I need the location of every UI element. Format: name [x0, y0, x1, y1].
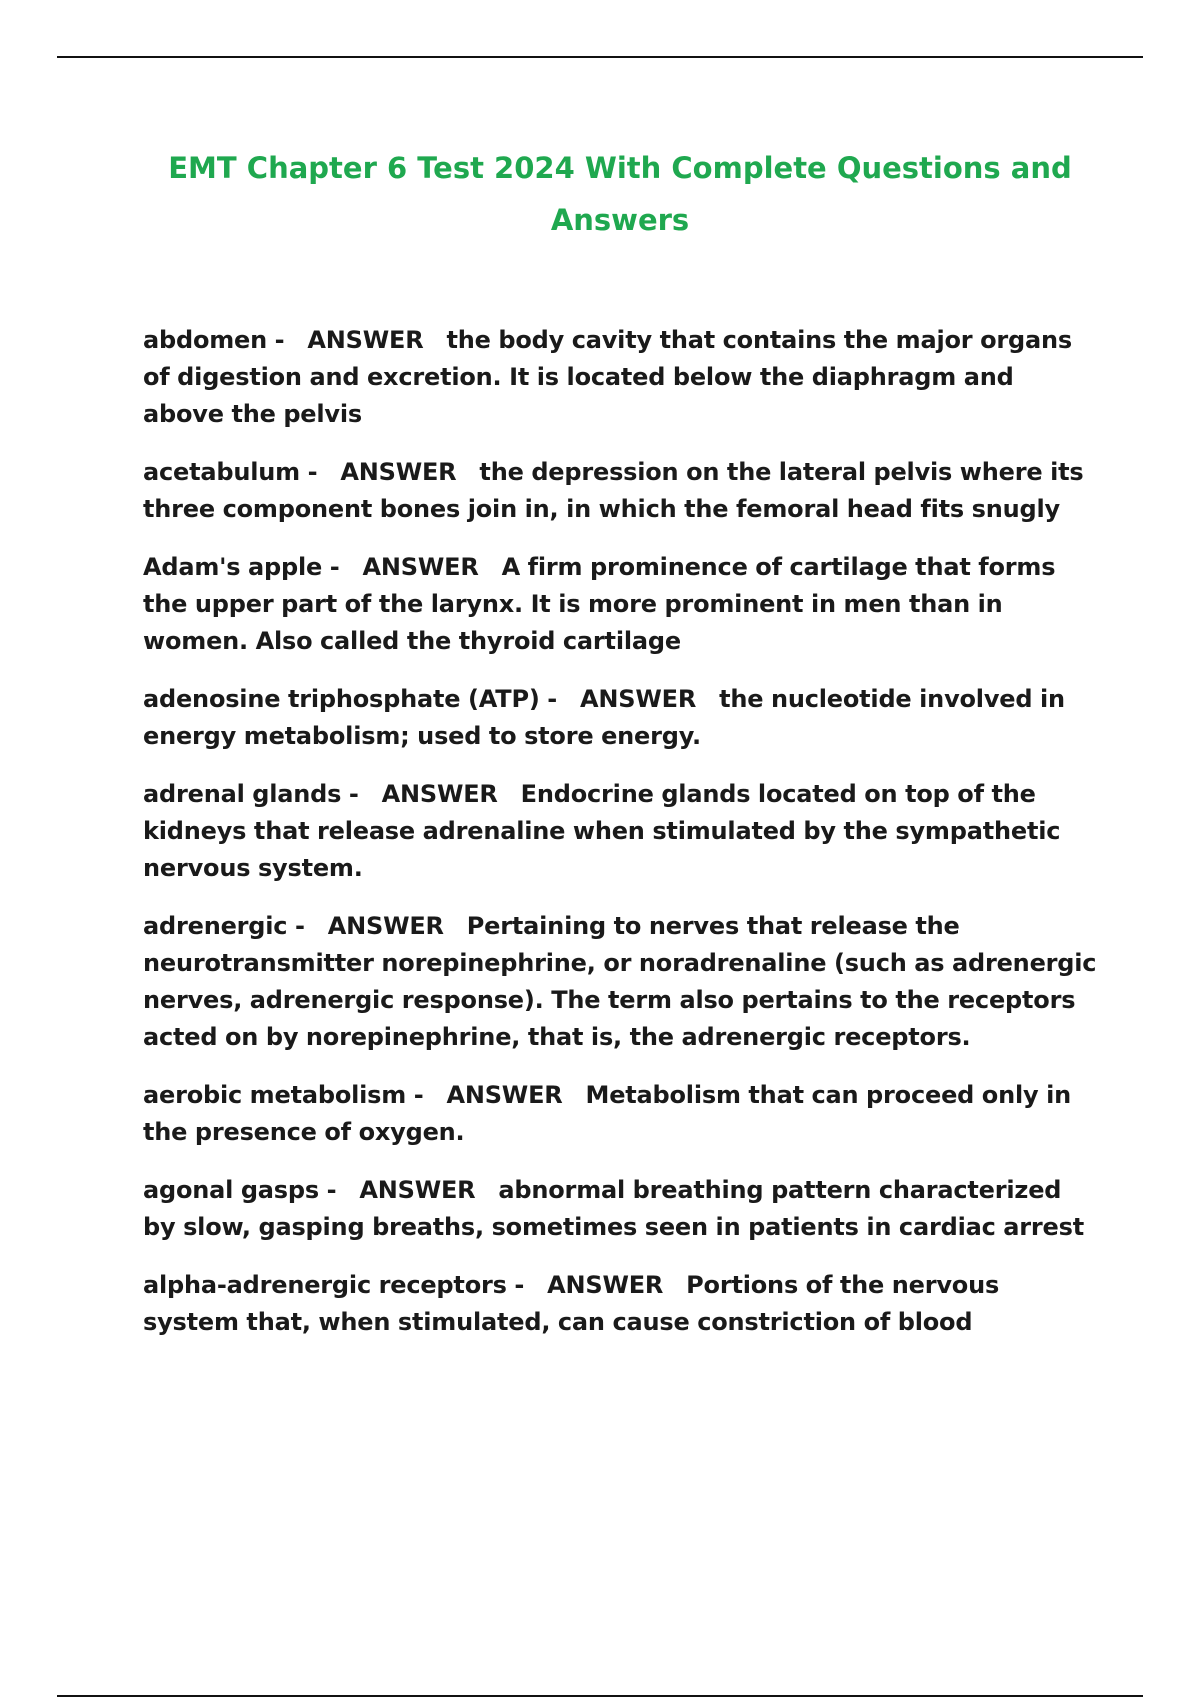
entry-separator: -: [341, 780, 359, 808]
entry-term: adrenergic: [143, 912, 288, 940]
entry-separator: -: [506, 1271, 525, 1299]
entry-term: alpha-adrenergic receptors: [143, 1271, 507, 1299]
entry-definition: Pertaining to nerves that release the neurotransmitter norepinephrine, or noradrenaline (such as adrenergic nerves, adrenergic response). The term also pertains to the receptors acted on by norepinephrine, that is, the adrenergic receptors.: [143, 912, 1097, 1051]
entry-term: agonal gasps: [143, 1176, 319, 1204]
entry-term: acetabulum: [143, 458, 300, 486]
document-title: EMT Chapter 6 Test 2024 With Complete Questions and Answers: [168, 151, 1072, 237]
glossary-entry: [143, 1077, 1098, 1151]
glossary-entry: [143, 776, 1098, 887]
answer-label: ANSWER: [340, 458, 457, 486]
answer-label: ANSWER: [327, 912, 444, 940]
glossary-entry: [143, 681, 1098, 755]
entry-term: adenosine triphosphate (ATP): [143, 685, 540, 713]
entry-definition: Metabolism that can proceed only in the presence of oxygen.: [143, 1081, 1071, 1146]
glossary-entry: [143, 454, 1098, 528]
entry-definition: the body cavity that contains the major organs of digestion and excretion. It is located below the diaphragm and above the pelvis: [143, 326, 1072, 428]
entry-separator: -: [267, 326, 285, 354]
answer-label: ANSWER: [547, 1271, 664, 1299]
glossary-entry: [143, 1267, 1098, 1341]
answer-label: ANSWER: [307, 326, 424, 354]
entry-separator: -: [406, 1081, 424, 1109]
glossary-entry: [143, 322, 1098, 433]
bottom-divider: [57, 1695, 1143, 1697]
glossary-entry: [143, 1172, 1098, 1246]
entry-term: aerobic metabolism: [143, 1081, 407, 1109]
entry-separator: -: [322, 553, 340, 581]
entry-definition: A firm prominence of cartilage that forms the upper part of the larynx. It is more prominent in men than in women. Also called the thyroid cartilage: [143, 553, 1056, 655]
entry-separator: -: [539, 685, 558, 713]
entry-separator: -: [287, 912, 305, 940]
top-divider: [57, 56, 1143, 58]
glossary-entry: [143, 549, 1098, 660]
glossary-list: [143, 322, 1098, 1362]
entry-definition: abnormal breathing pattern characterized by slow, gasping breaths, sometimes seen in patients in cardiac arrest: [143, 1176, 1084, 1241]
entry-definition: the nucleotide involved in energy metabolism; used to store energy.: [143, 685, 1065, 750]
entry-term: abdomen: [143, 326, 268, 354]
answer-label: ANSWER: [359, 1176, 476, 1204]
glossary-entry: [143, 908, 1098, 1056]
entry-separator: -: [318, 1176, 337, 1204]
answer-label: ANSWER: [362, 553, 479, 581]
answer-label: ANSWER: [446, 1081, 563, 1109]
entry-term: adrenal glands: [143, 780, 342, 808]
answer-label: ANSWER: [580, 685, 697, 713]
entry-definition: the depression on the lateral pelvis where its three component bones join in, in which the femoral head fits snugly: [143, 458, 1084, 523]
entry-definition: Portions of the nervous system that, when stimulated, can cause constriction of blood: [143, 1271, 1000, 1336]
entry-term: Adam's apple: [143, 553, 323, 581]
entry-separator: -: [299, 458, 318, 486]
answer-label: ANSWER: [381, 780, 498, 808]
entry-definition: Endocrine glands located on top of the kidneys that release adrenaline when stimulated by the sympathetic nervous system.: [143, 780, 1061, 882]
